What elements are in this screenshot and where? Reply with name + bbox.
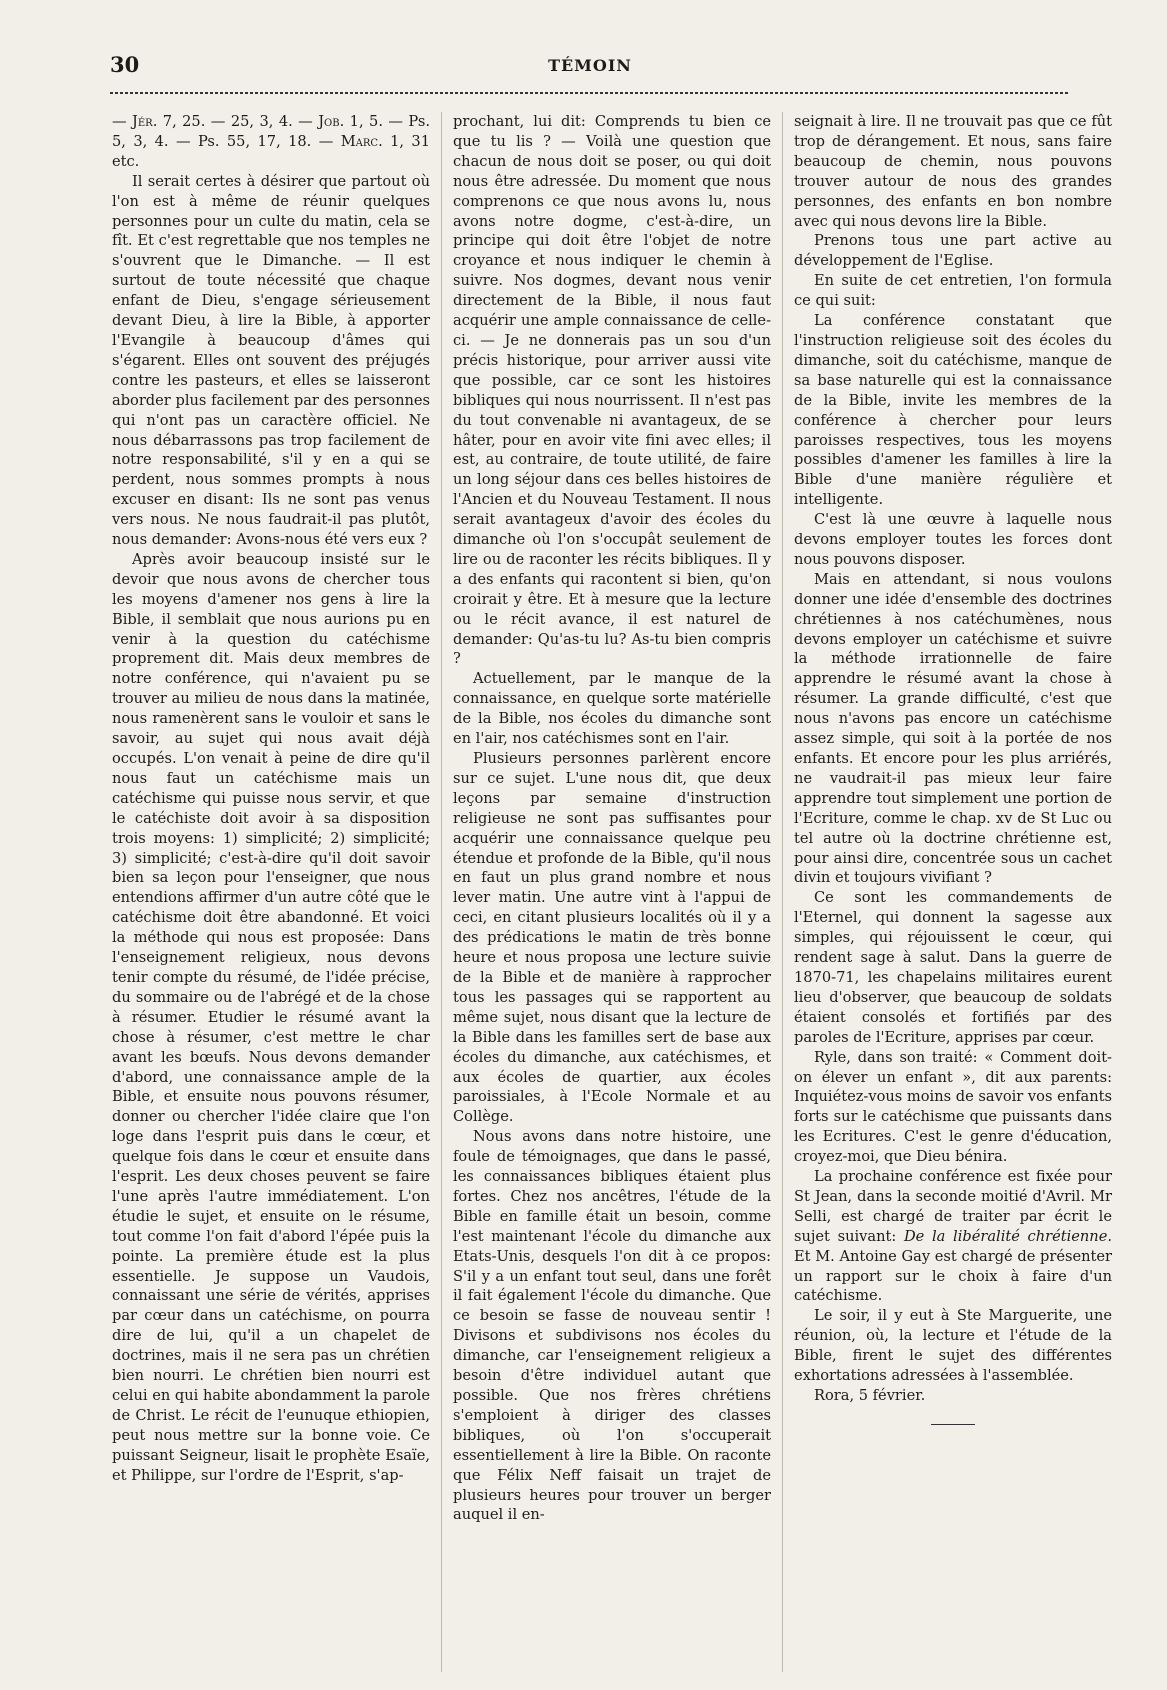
paragraph: C'est là une œuvre à laquelle nous devons employer toutes les forces dont nous pouvons disposer. — [794, 511, 1112, 568]
paragraph: Prenons tous une part active au développement de l'Eglise. — [794, 232, 1112, 270]
page-number: 30 — [110, 52, 140, 77]
header-rule — [110, 92, 1070, 94]
paragraph: En suite de cet entretien, l'on formula ce qui suit: — [794, 272, 1112, 310]
signature-line: Rora, 5 février. — [814, 1387, 926, 1404]
paragraph: La prochaine conférence est fixée pour St Jean, dans la seconde moitié d'Avril. Mr Selli, est chargé de traiter par écrit le sujet suivant: De la libéralité chrétienne. Et M. Antoine Gay est chargé de présenter un rapport sur le choix à faire d'un catéchisme. — [794, 1168, 1112, 1305]
paragraph: — Jér. 7, 25. — 25, 3, 4. — Job. 1, 5. — Ps. 5, 3, 4. — Ps. 55, 17, 18. — Marc. 1, 31 etc. — [112, 113, 430, 170]
paragraph: Il serait certes à désirer que partout où l'on est à même de réunir quelques personnes pour un culte du matin, cela se fît. Et c'est regrettable que nos temples ne s'ouvrent que le Dimanche. — Il est surtout de toute nécessité que chaque enfant de Dieu, s'engage sérieusement devant Dieu, à lire la Bible, à apporter l'Evangile à beaucoup d'âmes qui s'égarent. Elles ont souvent des préjugés contre les pasteurs, et elles se laisseront aborder plus facilement par des personnes qui n'ont pas un caractère officiel. Ne nous débarrassons pas trop facilement de notre responsabilité, s'il y en a qui se perdent, nous sommes prompts à nous excuser en disant: Ils ne sont pas venus vers nous. Ne nous faudrait-il pas plutôt, nous demander: Avons-nous été vers eux ? — [112, 172, 430, 549]
paragraph: Plusieurs personnes parlèrent encore sur ce sujet. L'une nous dit, que deux leçons par semaine d'instruction religieuse ne sont pas suffisantes pour acquérir une connaissance quelque peu étendue et profonde de la Bible, qu'il nous en faut un plus grand nombre et nous lever matin. Une autre vint à l'appui de ceci, en citant plusieurs localités où il y a des prédications le matin de très bonne heure et nous proposa une lecture suivie de la Bible et de manière à rapprocher tous les passages qui se rapportent au même sujet, nous disant que la lecture de la Bible dans les familles sert de base aux écoles du dimanche, aux catéchismes, et aux écoles de quartier, aux écoles paroissiales, à l'Ecole Normale et au Collège. — [453, 750, 771, 1126]
closing-rule — [931, 1424, 975, 1425]
running-title: TÉMOIN — [548, 56, 632, 75]
column-2 — [453, 112, 771, 1525]
paragraph: Actuellement, par le manque de la connaissance, en quelque sorte matérielle de la Bible, nos écoles du dimanche sont en l'air, nos catéchismes sont en l'air. — [453, 670, 771, 748]
paragraph: Mais en attendant, si nous voulons donner une idée d'ensemble des doctrines chrétiennes à nos catéchumènes, nous devons employer un catéchisme et suivre la méthode irrationnelle de faire apprendre le résumé avant la chose à résumer. La grande difficulté, c'est que nous n'avons pas encore un catéchisme assez simple, qui soit à la portée de nos enfants. Et encore pour les plus arriérés, ne vaudrait-il pas mieux leur faire apprendre tout simplement une portion de l'Ecriture, comme le chap. xv de St Luc ou tel autre où la doctrine chrétienne est, pour ainsi dire, concentrée sous un cachet divin et toujours vivifiant ? — [794, 570, 1112, 887]
paragraph: Le soir, il y eut à Ste Marguerite, une réunion, où, la lecture et l'étude de la Bible, firent le sujet des différentes exhortations adressées à l'assemblée. — [794, 1307, 1112, 1385]
paragraph: prochant, lui dit: Comprends tu bien ce que tu lis ? — Voilà une question que chacun de nous doit se poser, ou qui doit nous être adressée. Du moment que nous comprenons ce que nous avons lu, nous avons notre dogme, c'est-à-dire, un principe qui doit être l'objet de notre croyance et nous indiquer le chemin à suivre. Nos dogmes, devant nous venir directement de la Bible, il nous faut acquérir une ample connaissance de celle-ci. — Je ne donnerais pas un sou d'un précis historique, pour arriver aussi vite que possible, car ce sont les histoires bibliques qui nous nourrissent. Il n'est pas du tout convenable ni avantageux, de se hâter, pour en avoir vite fini avec elles; il est, au contraire, de toute utilité, de faire un long séjour dans ces belles histoires de l'Ancien et du Nouveau Testament. Il nous serait avantageux d'avoir des écoles du dimanche où l'on s'occupât seulement de lire ou de raconter les récits bibliques. Il y a des enfants qui racontent si bien, qu'on croirait y être. Et à mesure que la lecture ou le récit avance, il est naturel de demander: Qu'as-tu lu? As-tu bien compris ? — [453, 113, 771, 668]
column-3 — [794, 112, 1112, 1425]
paragraph: seignait à lire. Il ne trouvait pas que ce fût trop de dérangement. Et nous, sans faire beaucoup de chemin, nous pouvons trouver autour de nous des grandes personnes, des enfants en bon nombre avec qui nous devons lire la Bible. — [794, 113, 1112, 230]
paragraph: Nous avons dans notre histoire, une foule de témoignages, que dans le passé, les connaissances bibliques étaient plus fortes. Chez nos ancêtres, l'étude de la Bible en famille était un besoin, comme l'est maintenant l'école du dimanche aux Etats-Unis, desquels l'on dit à ce propos: S'il y a un enfant tout seul, dans une forêt il fait également l'école du dimanche. Que ce besoin se fasse de nouveau sentir ! Divisons et subdivisons nos écoles du dimanche, car l'enseignement religieux a besoin d'être individuel autant que possible. Que nos frères chrétiens s'emploient à diriger des classes bibliques, où l'on s'occuperait essentiellement à lire la Bible. On raconte que Félix Neff faisait un trajet de plusieurs heures pour trouver un berger auquel il en- — [453, 1128, 771, 1524]
paragraph: Ce sont les commandements de l'Eternel, qui donnent la sagesse aux simples, qui réjouissent le cœur, qui rendent sage à salut. Dans la guerre de 1870-71, les chapelains militaires eurent lieu d'observer, que beaucoup de soldats étaient consolés et fortifiés par des paroles de l'Ecriture, apprises par cœur. — [794, 889, 1112, 1046]
page-header — [110, 52, 1070, 86]
column-1 — [112, 112, 430, 1486]
paragraph: Après avoir beaucoup insisté sur le devoir que nous avons de chercher tous les moyens d'amener nos gens à lire la Bible, il semblait que nous aurions pu en venir à la question du catéchisme proprement dit. Mais deux membres de notre conférence, qui n'avaient pu se trouver au milieu de nous dans la matinée, nous ramenèrent sans le vouloir et sans le savoir, au sujet qui nous avait déjà occupés. L'on venait à peine de dire qu'il nous faut un catéchisme mais un catéchisme qui puisse nous servir, et que le catéchiste doit avoir à sa disposition trois moyens: 1) simplicité; 2) simplicité; 3) simplicité; c'est-à-dire qu'il doit savoir bien sa leçon pour l'enseigner, que nous entendions affirmer d'un autre côté que le catéchisme doit être abandonné. Et voici la méthode qui nous est proposée: Dans l'enseignement religieux, nous devons tenir compte du résumé, de l'idée précise, du sommaire ou de l'abrégé et de la chose à résumer. Etudier le résumé avant la chose à résumer, c'est mettre le char avant les bœufs. Nous devons demander d'abord, une connaissance ample de la Bible, et ensuite nous pouvons résumer, donner ou chercher l'idée claire que l'on loge dans l'esprit puis dans le cœur, et quelque fois dans le cœur et ensuite dans l'esprit. Les deux choses peuvent se faire l'une après l'autre immédiatement. L'on étudie le sujet, et ensuite on le résume, tout comme l'on fait d'abord l'épée puis la pointe. La première étude est la plus essentielle. Je suppose un Vaudois, connaissant une série de vérités, apprises par cœur dans un catéchisme, on pourra dire de lui, qu'il a un chapelet de doctrines, mais il ne sera pas un chrétien bien nourri. Le chrétien bien nourri est celui en qui habite abondamment la parole de Christ. Le récit de l'eunuque ethiopien, peut nous mettre sur la bonne voie. Ce puissant Seigneur, lisait le prophète Esaïe, et Philippe, sur l'ordre de l'Esprit, s'ap- — [112, 550, 430, 1484]
paragraph: La conférence constatant que l'instruction religieuse soit des écoles du dimanche, soit du catéchisme, manque de sa base naturelle qui est la connaissance de la Bible, invite les membres de la conférence à chercher pour leurs paroisses respectives, tous les moyens possibles d'amener les familles à lire la Bible d'une manière régulière et intelligente. — [794, 312, 1112, 509]
column-divider — [782, 112, 783, 1672]
paragraph: Ryle, dans son traité: « Comment doit-on élever un enfant », dit aux parents: Inquiétez-vous moins de savoir vos enfants forts sur le catéchisme que puissants dans les Ecritures. C'est le genre d'éducation, croyez-moi, que Dieu bénira. — [794, 1048, 1112, 1166]
column-divider — [441, 112, 442, 1672]
